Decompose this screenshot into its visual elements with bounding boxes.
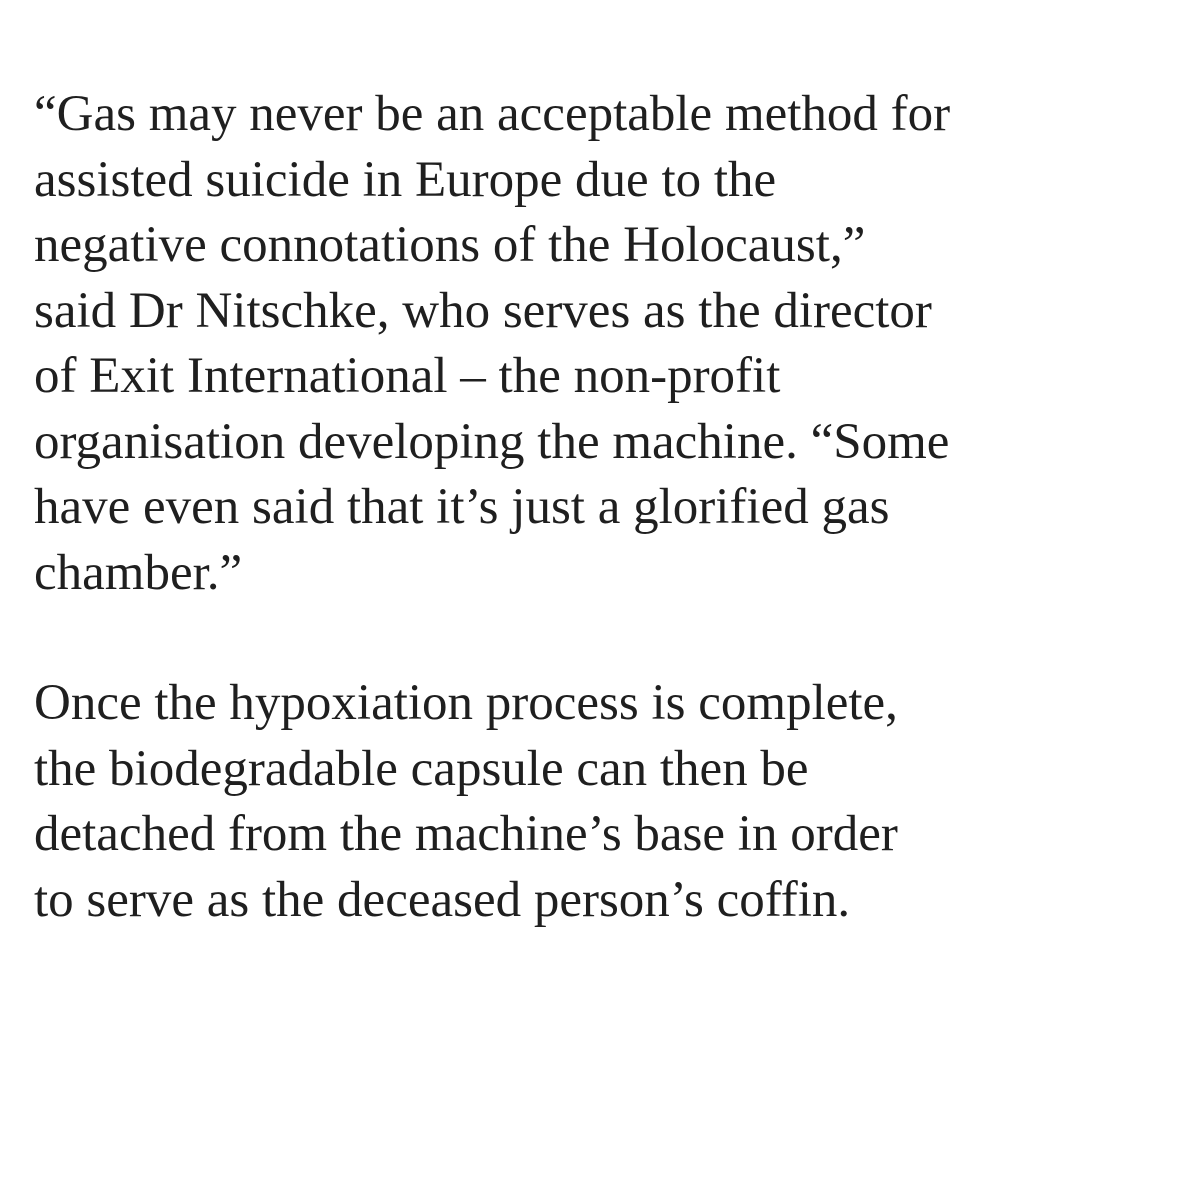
paragraph-line: negative connotations of the Holocaust,” xyxy=(34,217,866,273)
paragraph-line: said Dr Nitschke, who serves as the director xyxy=(34,282,932,339)
paragraph-line: Once the hypoxiation process is complete, xyxy=(34,675,898,731)
paragraph-line: detached from the machine’s base in order xyxy=(34,806,898,862)
paragraph-line: of Exit International – the non-profit xyxy=(34,348,781,404)
article-body xyxy=(34,82,1164,933)
paragraph-capsule xyxy=(34,671,1164,933)
paragraph-line: “Gas may never be an acceptable method for xyxy=(34,86,951,142)
paragraph-line: have even said that it’s just a glorified gas xyxy=(34,479,890,535)
paragraph-line: assisted suicide in Europe due to the xyxy=(34,151,777,208)
paragraph-line: organisation developing the machine. “Some xyxy=(34,413,950,470)
paragraph-quote xyxy=(34,82,1164,606)
paragraph-line: chamber.” xyxy=(34,544,243,601)
paragraph-line: the biodegradable capsule can then be xyxy=(34,740,809,797)
paragraph-line: to serve as the deceased person’s coffin. xyxy=(34,871,851,928)
